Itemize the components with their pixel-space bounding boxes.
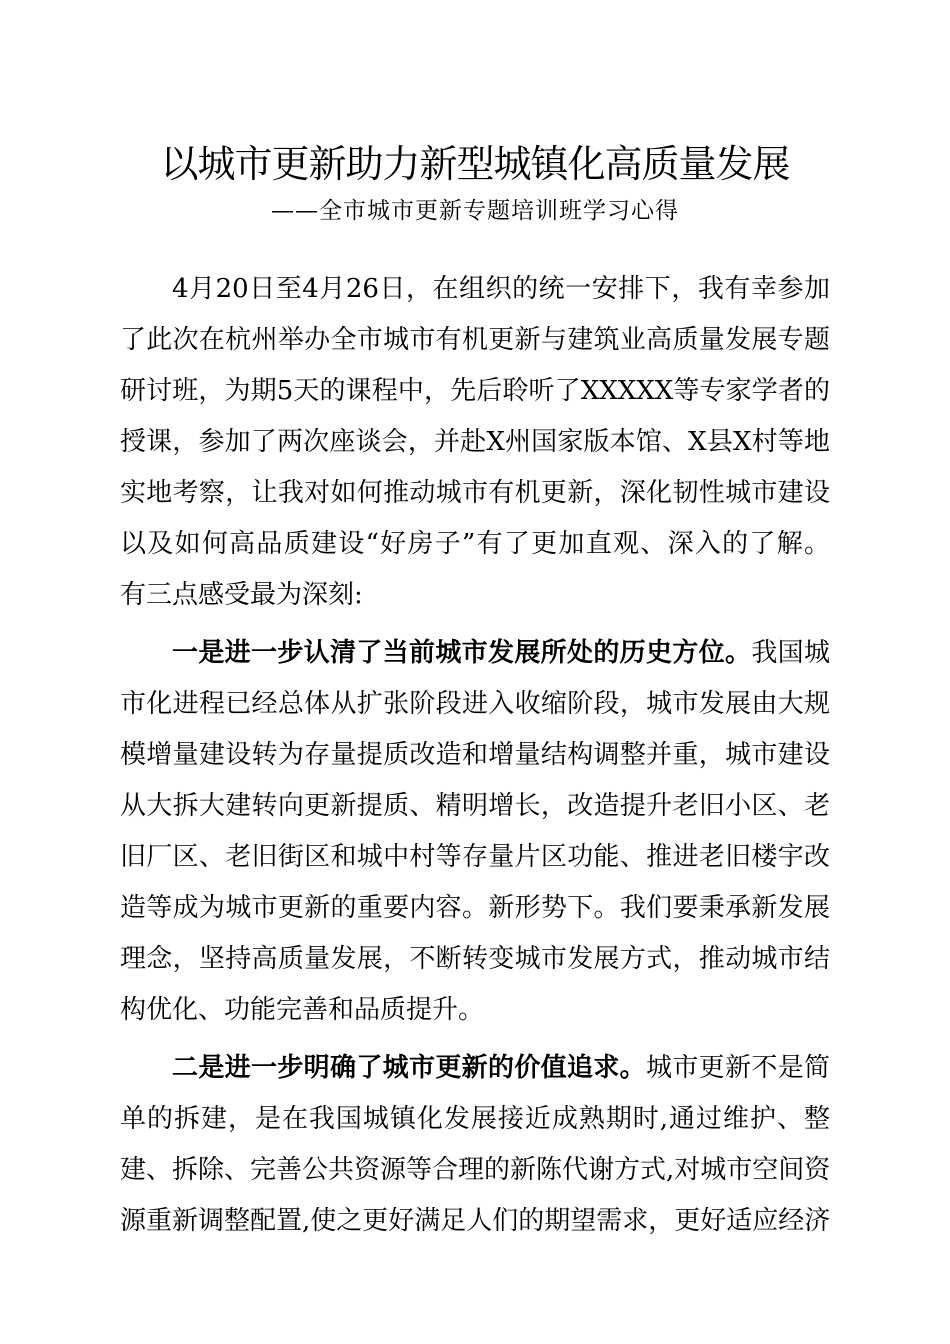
text-line: 理念，坚持高质量发展，不断转变城市发展方式，推动城市结 [120, 944, 830, 974]
text-line: 单的拆建，是在我国城镇化发展接近成熟期时,通过维护、整 [120, 1104, 830, 1134]
text-line: 从大拆大建转向更新提质、精明增长，改造提升老旧小区、老 [120, 791, 830, 821]
text-line: 构优化、功能完善和品质提升。 [120, 995, 485, 1025]
paragraph-point-two [120, 1043, 830, 1247]
document-body [120, 264, 830, 1247]
text-line: 以及如何高品质建设“好房子”有了更加直观、深入的了解。 [120, 529, 830, 559]
text-line: 实地考察，让我对如何推动城市有机更新，深化韧性城市建设 [120, 478, 830, 508]
paragraph-point-one [120, 628, 830, 1036]
text-line: 市化进程已经总体从扩张阶段进入收缩阶段，城市发展由大规 [120, 689, 830, 719]
point-one-heading: 一是进一步认清了当前城市发展所处的历史方位。 [172, 638, 752, 668]
point-two-heading: 二是进一步明确了城市更新的价值追求。 [172, 1053, 646, 1083]
text-line: 建、拆除、完善公共资源等合理的新陈代谢方式,对城市空间资 [120, 1155, 831, 1185]
text-line: 有三点感受最为深刻: [120, 580, 363, 610]
text-line: 授课，参加了两次座谈会，并赴X州国家版本馆、X县X村等地 [120, 427, 830, 457]
text-line: 4月20日至4月26日，在组织的统一安排下，我有幸参加 [172, 274, 830, 304]
text-line: 源重新调整配置,使之更好满足人们的期望需求，更好适应经济 [120, 1206, 831, 1236]
text-line: 造等成为城市更新的重要内容。新形势下。我们要秉承新发展 [120, 893, 830, 923]
document-subtitle: ——全市城市更新专题培训班学习心得 [271, 198, 679, 224]
document-title: 以城市更新助力新型城镇化高质量发展 [160, 142, 790, 186]
text-run: 城市更新不是简 [645, 1053, 830, 1083]
text-line: 模增量建设转为存量提质改造和增量结构调整并重，城市建设 [120, 740, 830, 770]
text-line: 旧厂区、老旧街区和城中村等存量片区功能、推进老旧楼宇改 [120, 842, 830, 872]
text-line [120, 1043, 830, 1094]
text-line: 研讨班，为期5天的课程中，先后聆听了XXXXX等专家学者的 [120, 376, 830, 406]
text-run: 我国城 [751, 638, 830, 668]
paragraph-intro [120, 264, 830, 621]
text-line: 了此次在杭州举办全市城市有机更新与建筑业高质量发展专题 [120, 325, 830, 355]
text-line [120, 628, 830, 679]
